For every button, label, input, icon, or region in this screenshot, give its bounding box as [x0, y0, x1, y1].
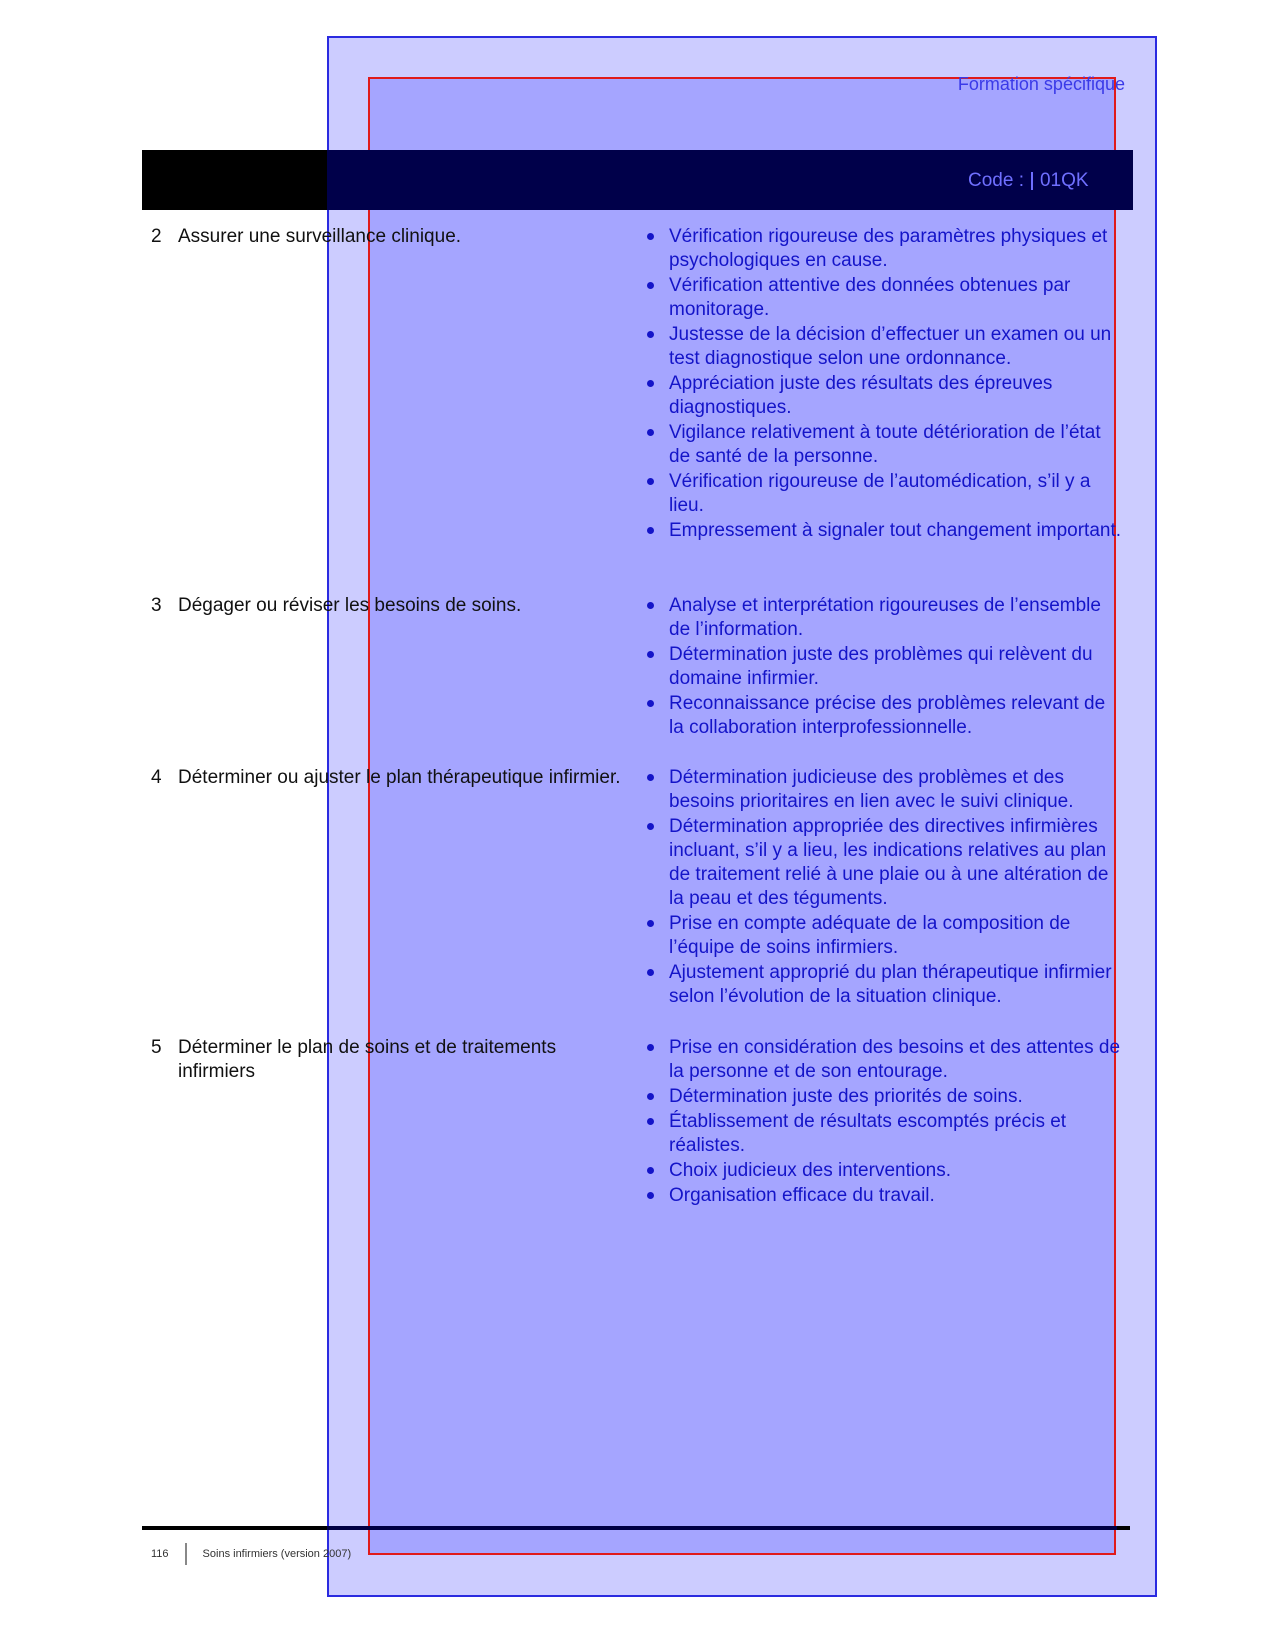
- code-label-text: Code :: [968, 170, 1024, 191]
- criterion: Appréciation juste des résultats des épreuves diagnostiques.: [647, 372, 1121, 420]
- task-number: 4: [151, 767, 162, 788]
- criterion: Choix judicieux des interventions.: [647, 1159, 1121, 1183]
- code-separator: [1031, 172, 1033, 190]
- task-text: Dégager ou réviser les besoins de soins.: [178, 595, 522, 616]
- document-title: Soins infirmiers (version 2007): [202, 1547, 352, 1560]
- page-number: 116: [151, 1547, 169, 1560]
- criterion: Vigilance relativement à toute détérioration de l’état de santé de la personne.: [647, 421, 1121, 469]
- criterion: Reconnaissance précise des problèmes relevant de la collaboration interprofessionnelle.: [647, 692, 1121, 740]
- task-text: Assurer une surveillance clinique.: [178, 226, 462, 247]
- criterion: Établissement de résultats escomptés précis et réalistes.: [647, 1110, 1121, 1158]
- criterion: Détermination juste des priorités de soins.: [647, 1085, 1121, 1109]
- criteria-list: [647, 766, 1121, 1010]
- criterion: Justesse de la décision d’effectuer un examen ou un test diagnostique selon une ordonnance.: [647, 323, 1121, 371]
- criterion: Analyse et interprétation rigoureuses de l’ensemble de l’information.: [647, 594, 1121, 642]
- criteria-list: [647, 225, 1121, 544]
- criterion: Détermination juste des problèmes qui relèvent du domaine infirmier.: [647, 643, 1121, 691]
- criterion: Détermination judicieuse des problèmes et des besoins prioritaires en lien avec le suivi clinique.: [647, 766, 1121, 814]
- criterion: Prise en considération des besoins et des attentes de la personne et de son entourage.: [647, 1036, 1121, 1084]
- criterion: Détermination appropriée des directives infirmières incluant, s’il y a lieu, les indications relatives au plan de traitement relié à une plaie ou à une altération de la peau et des téguments.: [647, 815, 1121, 911]
- task-text: Déterminer ou ajuster le plan thérapeutique infirmier.: [178, 767, 621, 788]
- running-header: Formation spécifique: [957, 74, 1125, 94]
- task-number: 2: [151, 226, 162, 247]
- criteria-list: [647, 594, 1121, 741]
- criterion: Organisation efficace du travail.: [647, 1184, 1121, 1208]
- task-number: 5: [151, 1037, 162, 1058]
- footer-rule-highlight: [327, 1526, 1117, 1530]
- criterion: Empressement à signaler tout changement important.: [647, 519, 1121, 543]
- criteria-list: [647, 1036, 1121, 1209]
- page-footer: [151, 1543, 351, 1565]
- criterion: Prise en compte adéquate de la composition de l’équipe de soins infirmiers.: [647, 912, 1121, 960]
- task-number: 3: [151, 595, 162, 616]
- footer-separator: [185, 1543, 187, 1565]
- task-text: Déterminer le plan de soins et de traitements infirmiers: [178, 1037, 557, 1082]
- criterion: Ajustement approprié du plan thérapeutique infirmier selon l’évolution de la situation clinique.: [647, 961, 1121, 1009]
- code-value: 01QK: [1039, 170, 1089, 191]
- criterion: Vérification rigoureuse de l’automédication, s’il y a lieu.: [647, 470, 1121, 518]
- criterion: Vérification rigoureuse des paramètres physiques et psychologiques en cause.: [647, 225, 1121, 273]
- criterion: Vérification attentive des données obtenues par monitorage.: [647, 274, 1121, 322]
- code-label: [968, 170, 1089, 192]
